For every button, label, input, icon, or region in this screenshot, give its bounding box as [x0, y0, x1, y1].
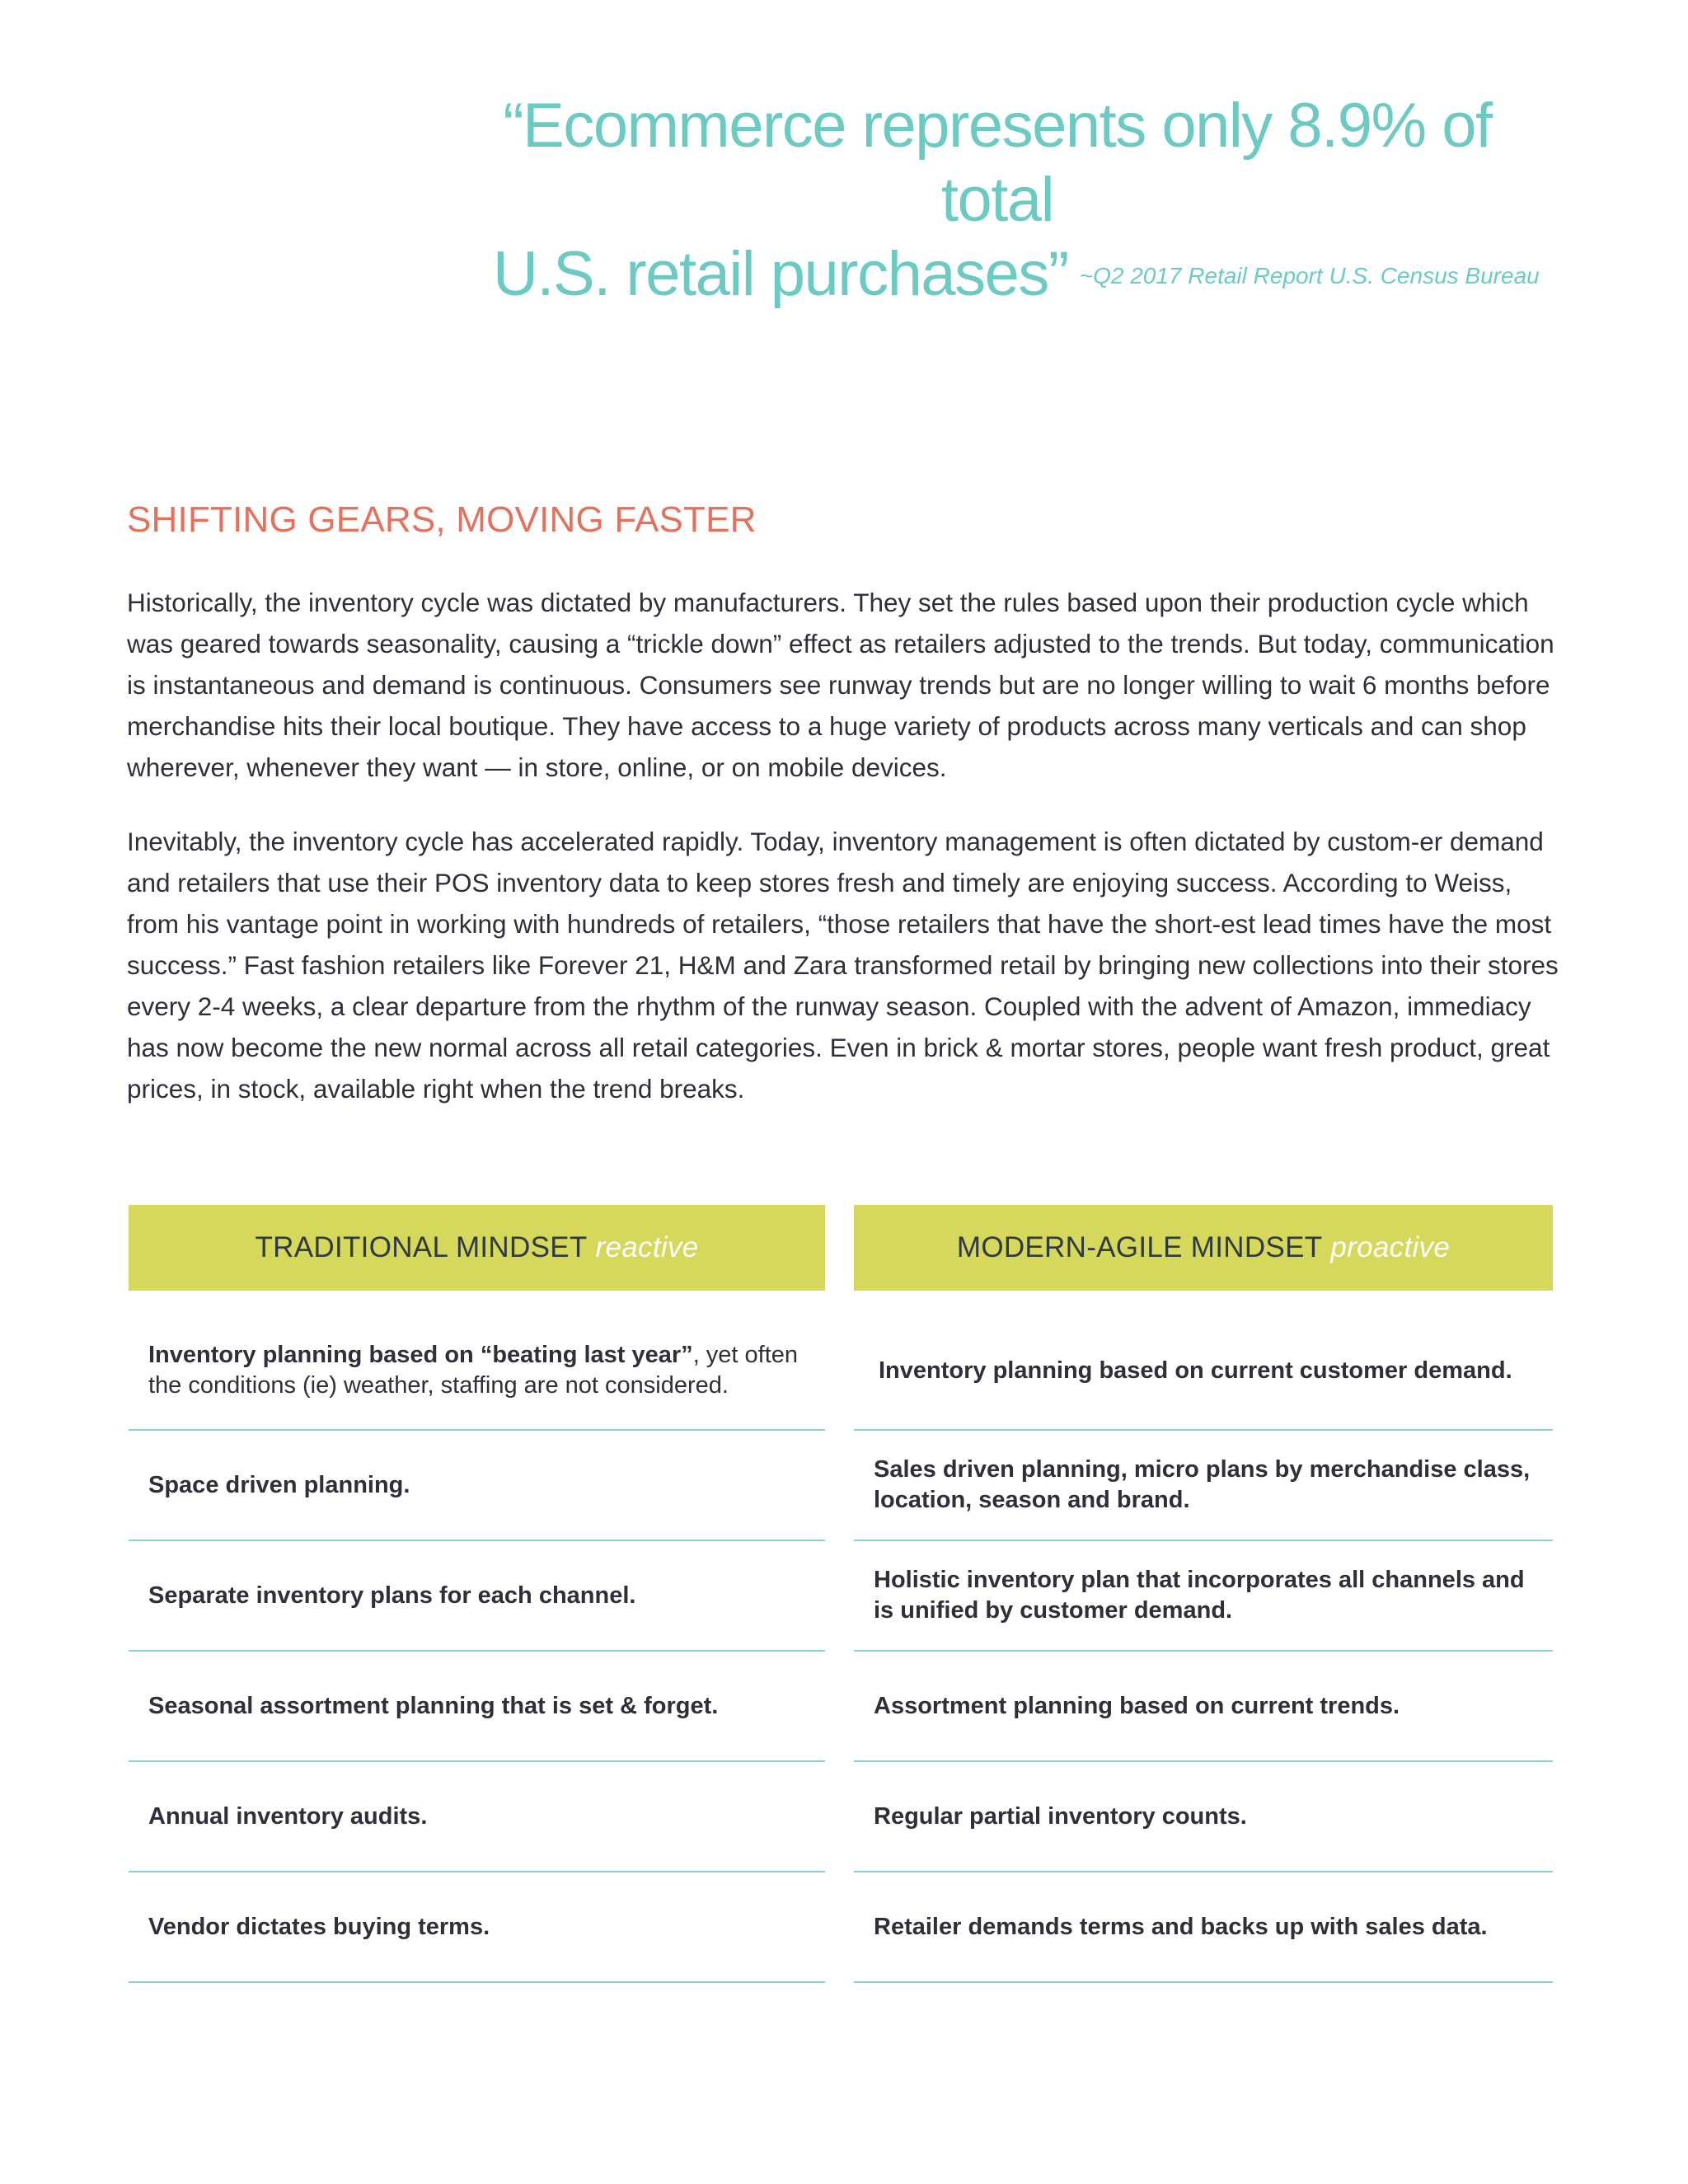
pull-quote	[445, 89, 1550, 313]
row-text: Inventory planning based on current customer demand.	[879, 1357, 1512, 1384]
table-row	[854, 1652, 1553, 1762]
traditional-tag: reactive	[595, 1231, 699, 1263]
traditional-header	[129, 1205, 825, 1291]
row-text-bold: Inventory planning based on “beating last year”	[148, 1342, 693, 1368]
table-row	[854, 1431, 1553, 1541]
quote-line-2-text: U.S. retail purchases”	[493, 239, 1068, 309]
row-text: Sales driven planning, micro plans by merchandise class, location, season and brand.	[874, 1456, 1531, 1513]
table-row	[854, 1872, 1553, 1983]
table-row	[129, 1652, 825, 1762]
section-title: SHIFTING GEARS, MOVING FASTER	[127, 499, 757, 540]
traditional-column	[129, 1205, 825, 1983]
row-text: Retailer demands terms and backs up with sales data.	[874, 1913, 1488, 1940]
quote-line-1: “Ecommerce represents only 8.9% of total	[503, 91, 1492, 235]
row-text: Separate inventory plans for each channel.	[148, 1582, 636, 1609]
modern-tag: proactive	[1330, 1231, 1451, 1263]
table-row	[854, 1541, 1553, 1652]
row-text: Seasonal assortment planning that is set & forget.	[148, 1692, 719, 1719]
row-text-normal: , yet often the conditions (ie) weather, staffing are not considered.	[148, 1342, 799, 1399]
modern-header	[854, 1205, 1553, 1291]
table-row	[854, 1762, 1553, 1872]
table-row	[129, 1312, 825, 1431]
paragraph-1: Historically, the inventory cycle was dictated by manufacturers. They set the rules based upon their production cycle which was geared towards seasonality, causing a “trickle down” effect as retailers adjusted to the trends. But today, communication is instantaneous and demand is continuous. Consumers see runway trends but are no longer willing to wait 6 months before merchandise hits their local boutique. They have access to a huge variety of products across many verticals and can shop wherever, whenever they want — in store, online, or on mobile devices.	[127, 588, 1554, 782]
paragraph-2: Inevitably, the inventory cycle has accelerated rapidly. Today, inventory management is often dictated by custom-er demand and retailers that use their POS inventory data to keep stores fresh and timely are enjoying success. According to Weiss, from his vantage point in working with hundreds of retailers, “those retailers that have the short-est lead times have the most success.” Fast fashion retailers like Forever 21, H&M and Zara transformed retail by bringing new collections into their stores every 2-4 weeks, a clear departure from the rhythm of the runway season. Coupled with the advent of Amazon, immediacy has now become the new normal across all retail categories. Even in brick & mortar stores, people want fresh product, great prices, in stock, available right when the trend breaks.	[127, 827, 1559, 1104]
row-text: Space driven planning.	[148, 1471, 410, 1498]
table-row	[854, 1312, 1553, 1431]
quote-line-2	[445, 237, 1550, 313]
table-row	[129, 1762, 825, 1872]
table-row	[129, 1541, 825, 1652]
body-text	[127, 582, 1561, 1142]
row-text: Vendor dictates buying terms.	[148, 1913, 490, 1940]
row-text: Regular partial inventory counts.	[874, 1802, 1247, 1830]
table-row	[129, 1872, 825, 1983]
row-text	[148, 1340, 812, 1401]
row-text: Holistic inventory plan that incorporates all channels and is unified by customer demand.	[874, 1567, 1525, 1624]
row-text: Annual inventory audits.	[148, 1802, 428, 1830]
quote-source: ~Q2 2017 Retail Report U.S. Census Bureau	[1079, 263, 1540, 288]
table-row	[129, 1431, 825, 1541]
modern-column	[854, 1205, 1553, 1983]
traditional-title: TRADITIONAL MINDSET	[255, 1231, 588, 1263]
modern-title: MODERN-AGILE MINDSET	[956, 1231, 1323, 1263]
row-text: Assortment planning based on current trends.	[874, 1692, 1400, 1719]
